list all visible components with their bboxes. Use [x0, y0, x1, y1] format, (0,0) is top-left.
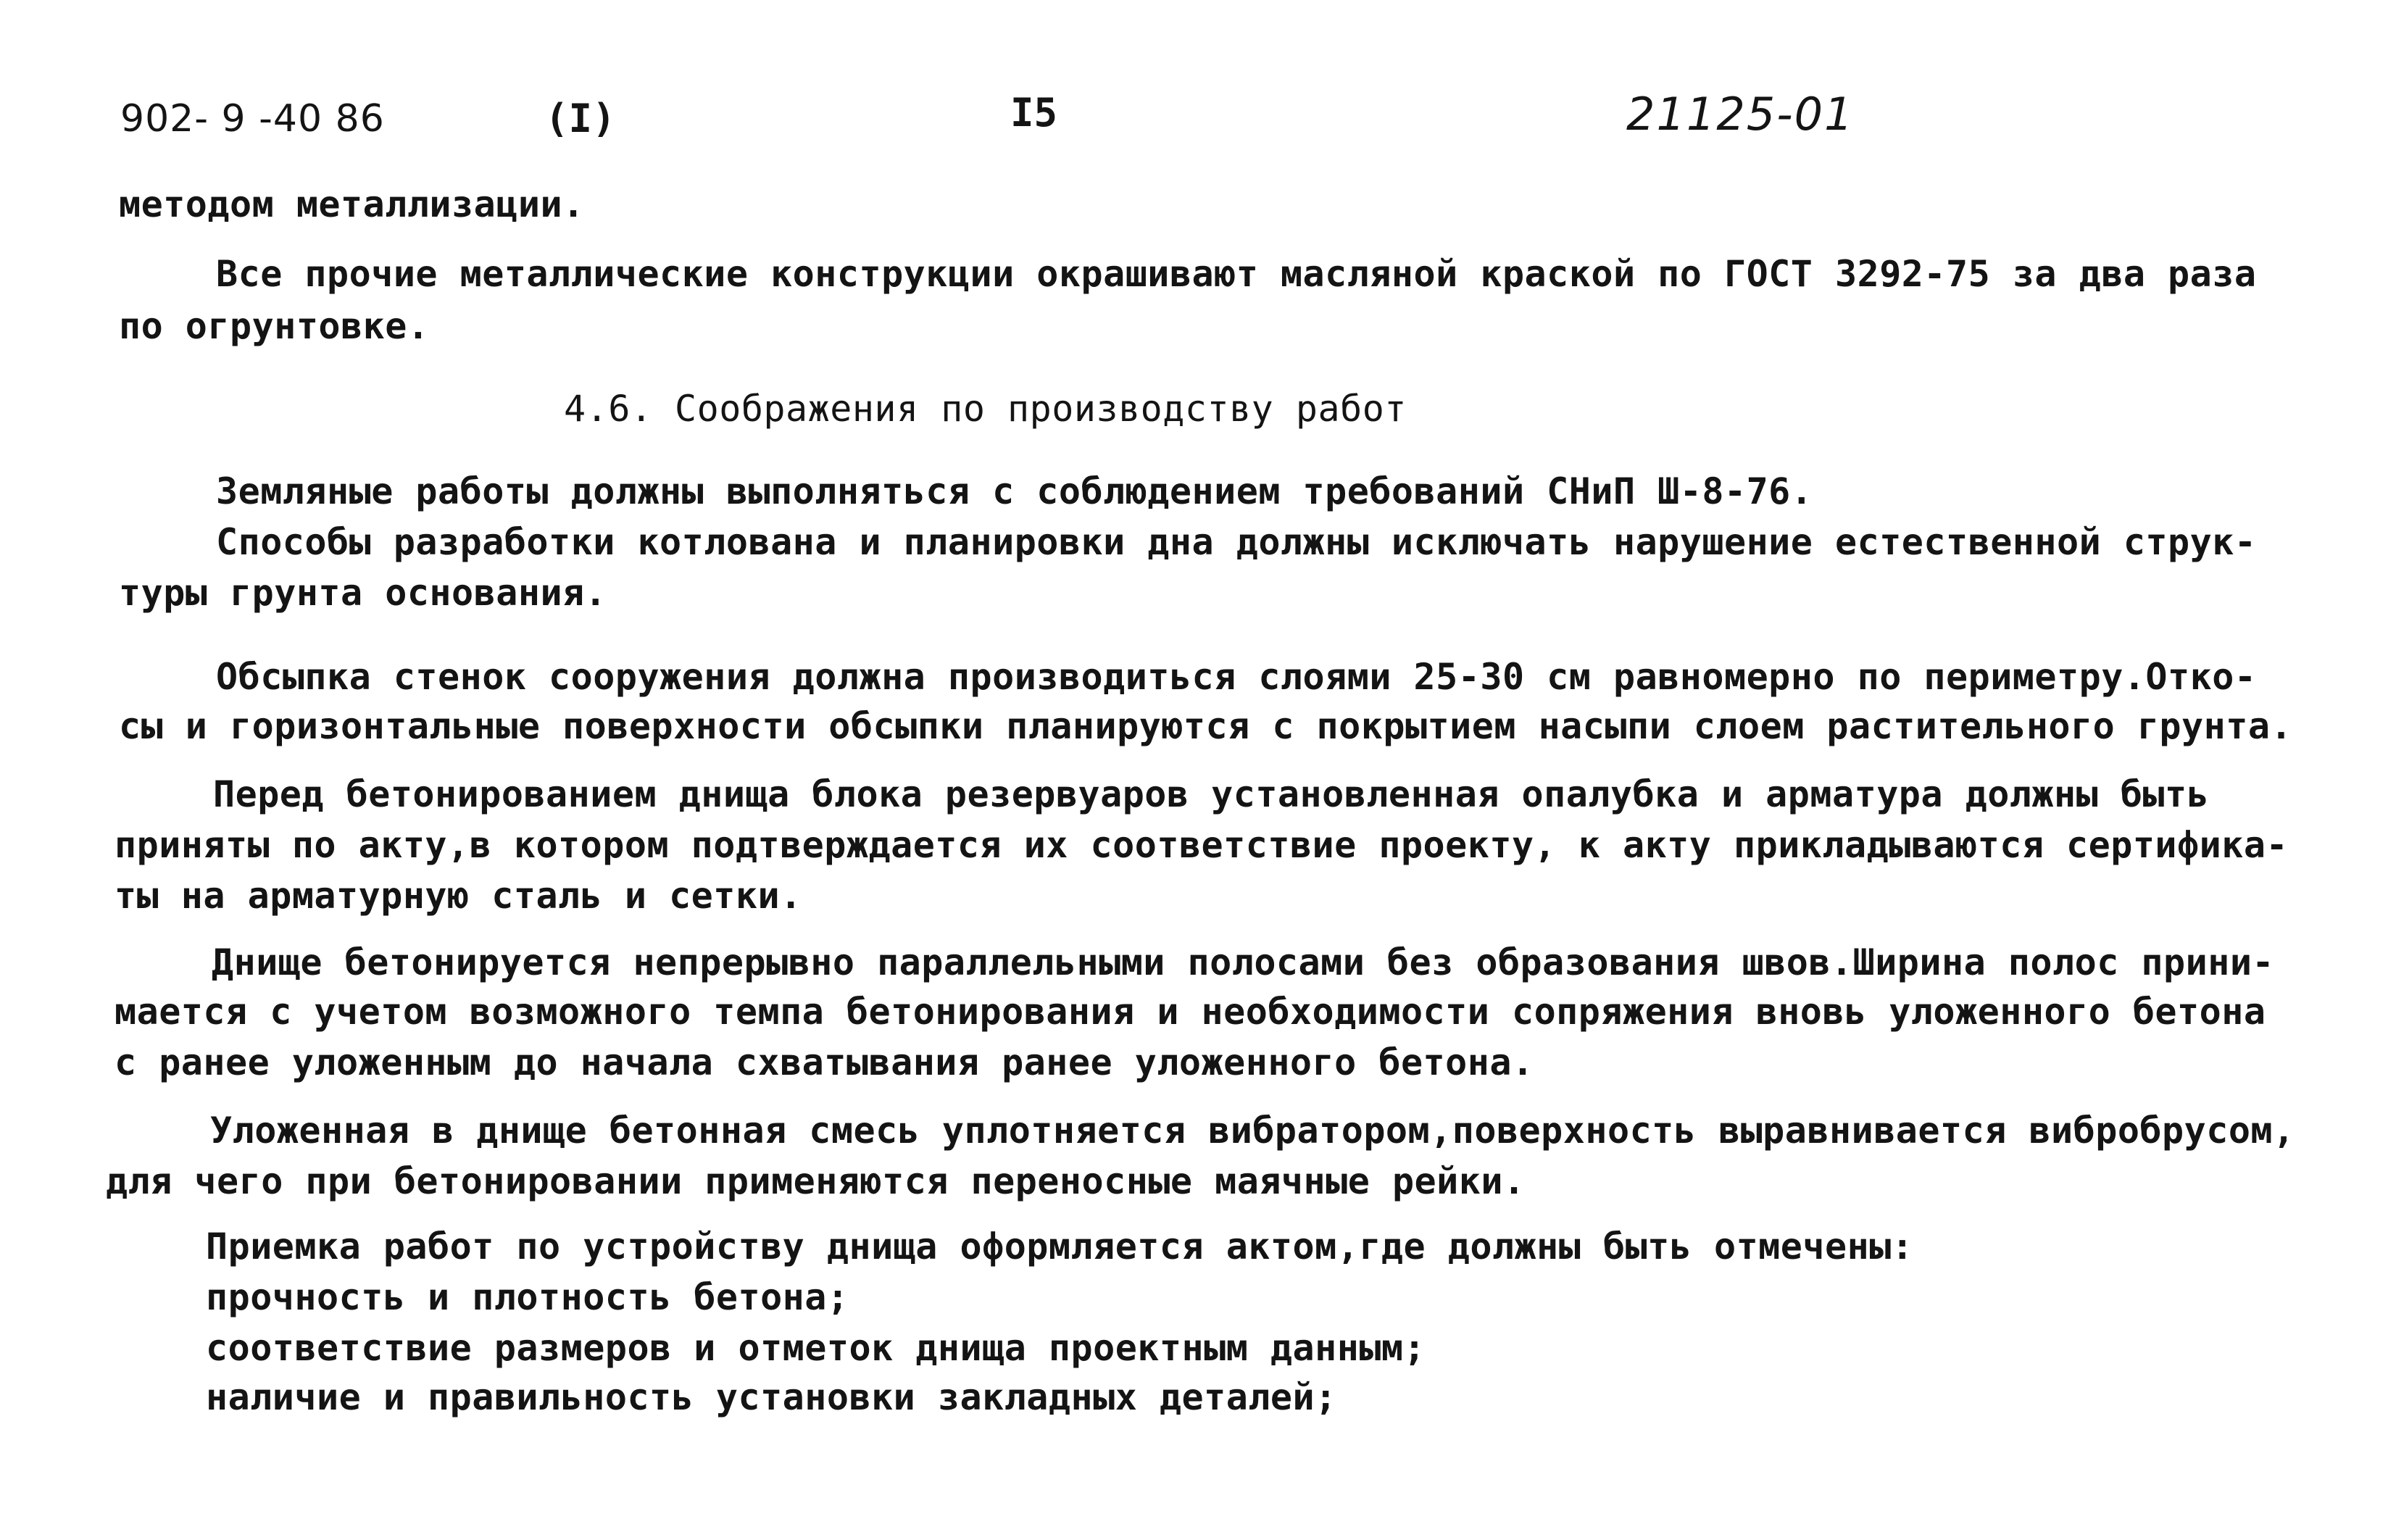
- text-line: приняты по акту,в котором подтверждается их соответствие проекту, к акту прикладываются сертифика-: [115, 824, 2289, 866]
- text-line: мается с учетом возможного темпа бетонирования и необходимости сопряжения вновь уложенного бетона: [115, 991, 2266, 1033]
- text-line: Приемка работ по устройству днища оформляется актом,где должны быть отмечены:: [206, 1225, 1914, 1268]
- text-line: наличие и правильность установки закладных деталей;: [206, 1376, 1337, 1418]
- text-line: ты на арматурную сталь и сетки.: [115, 875, 802, 917]
- text-line: соответствие размеров и отметок днища проектным данным;: [206, 1327, 1426, 1369]
- text-line: по огрунтовке.: [119, 305, 430, 347]
- issue-number: (I): [545, 96, 616, 141]
- text-line: прочность и плотность бетона;: [206, 1276, 849, 1318]
- text-line: для чего при бетонировании применяются переносные маячные рейки.: [106, 1160, 1526, 1202]
- text-line: Днище бетонируется непрерывно параллельными полосами без образования швов.Ширина полос прини-: [212, 941, 2275, 983]
- page-number: I5: [1010, 90, 1058, 136]
- document-code: 902- 9 -40 86: [120, 97, 385, 141]
- text-line: методом металлизации.: [119, 183, 585, 225]
- text-line: Все прочие металлические конструкции окрашивают масляной краской по ГОСТ 3292-75 за два раза: [216, 253, 2257, 295]
- text-line: Перед бетонированием днища блока резервуаров установленная опалубка и арматура должны быть: [213, 773, 2210, 815]
- text-line: Обсыпка стенок сооружения должна производиться слоями 25-30 см равномерно по периметру.Отко-: [216, 656, 2257, 698]
- text-line: с ранее уложенным до начала схватывания ранее уложенного бетона.: [115, 1041, 1534, 1083]
- section-heading: 4.6. Соображения по производству работ: [564, 388, 1407, 430]
- text-line: сы и горизонтальные поверхности обсыпки планируются с покрытием насыпи слоем растительного грунта.: [119, 705, 2293, 747]
- text-line: туры грунта основания.: [119, 572, 607, 614]
- text-line: Уложенная в днище бетонная смесь уплотняется вибратором,поверхность выравнивается вибробрусом,: [210, 1110, 2295, 1152]
- text-line: Земляные работы должны выполняться с соблюдением требований СНиП Ш-8-76.: [216, 470, 1813, 512]
- text-line: Способы разработки котлована и планировки дна должны исключать нарушение естественной струк-: [216, 521, 2257, 563]
- drawing-number: 21125-01: [1626, 88, 1855, 141]
